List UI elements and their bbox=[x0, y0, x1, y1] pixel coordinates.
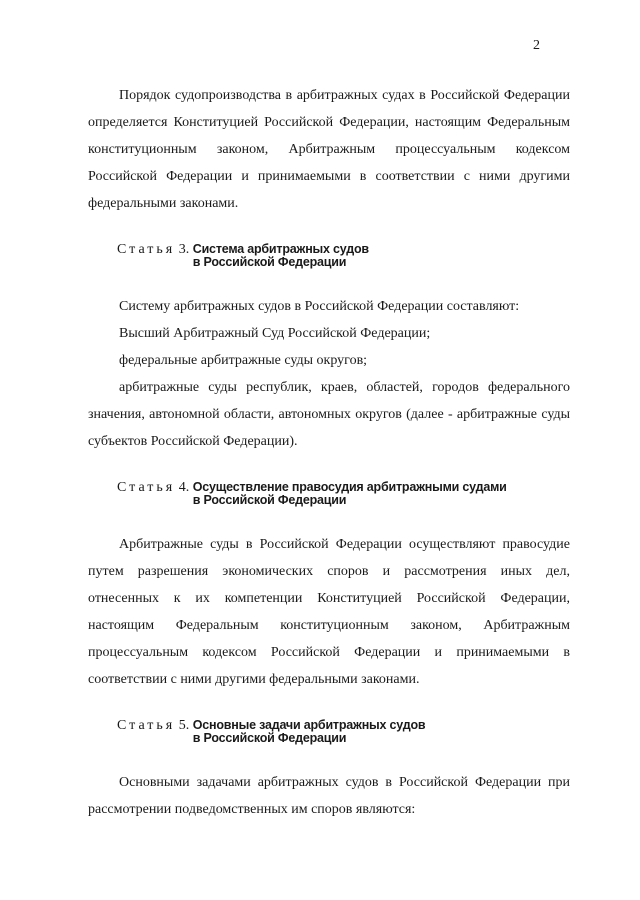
article-3-paragraph-4: арбитражные суды республик, краев, областей, городов федерального значения, автономной области, автономных округов (далее - арбитражные суды субъектов Российской Федерации). bbox=[88, 380, 570, 449]
article-title-line1: Система арбитражных судов bbox=[192, 242, 369, 256]
article-number: 5. bbox=[178, 718, 190, 733]
article-title-line2: в Российской Федерации bbox=[192, 255, 347, 269]
article-5-paragraph-1: Основными задачами арбитражных судов в Российской Федерации при рассмотрении подведомственных им споров являются: bbox=[88, 775, 570, 817]
article-title-line1: Основные задачи арбитражных судов bbox=[192, 718, 426, 732]
article-4-paragraph-1: Арбитражные суды в Российской Федерации осуществляют правосудие путем разрешения экономических споров и рассмотрения иных дел, отнесенных к их компетенции Конституцией Российской Федерации, настоящим Федеральным конституционным законом, Арбитражным процессуальным кодексом Российской Федерации и принимаемыми в соответствии с ними другими федеральными законами. bbox=[88, 537, 570, 687]
article-title-line1: Осуществление правосудия арбитражными судами bbox=[192, 480, 507, 494]
article-4-heading bbox=[88, 481, 570, 507]
document-body bbox=[88, 82, 570, 823]
article-word: Статья bbox=[117, 242, 176, 257]
article-title bbox=[193, 719, 426, 745]
article-word: Статья bbox=[117, 718, 176, 733]
article-number: 4. bbox=[178, 480, 190, 495]
article-3-paragraph-1: Систему арбитражных судов в Российской Федерации составляют: bbox=[119, 299, 520, 314]
article-title-line2: в Российской Федерации bbox=[192, 493, 347, 507]
article-title-line2: в Российской Федерации bbox=[192, 731, 347, 745]
page-number: 2 bbox=[533, 38, 540, 53]
intro-paragraph: Порядок судопроизводства в арбитражных судах в Российской Федерации определяется Конституцией Российской Федерации, настоящим Федеральным конституционным законом, Арбитражным процессуальным кодексом Российской Федерации и принимаемыми в соответствии с ними другими федеральными законами. bbox=[88, 88, 570, 211]
article-3-heading bbox=[88, 243, 570, 269]
article-title bbox=[193, 243, 369, 269]
article-word: Статья bbox=[117, 480, 176, 495]
article-title bbox=[193, 481, 507, 507]
article-5-heading bbox=[88, 719, 570, 745]
article-3-paragraph-3: федеральные арбитражные суды округов; bbox=[119, 353, 368, 368]
article-3-paragraph-2: Высший Арбитражный Суд Российской Федерации; bbox=[119, 326, 431, 341]
article-number: 3. bbox=[178, 242, 190, 257]
